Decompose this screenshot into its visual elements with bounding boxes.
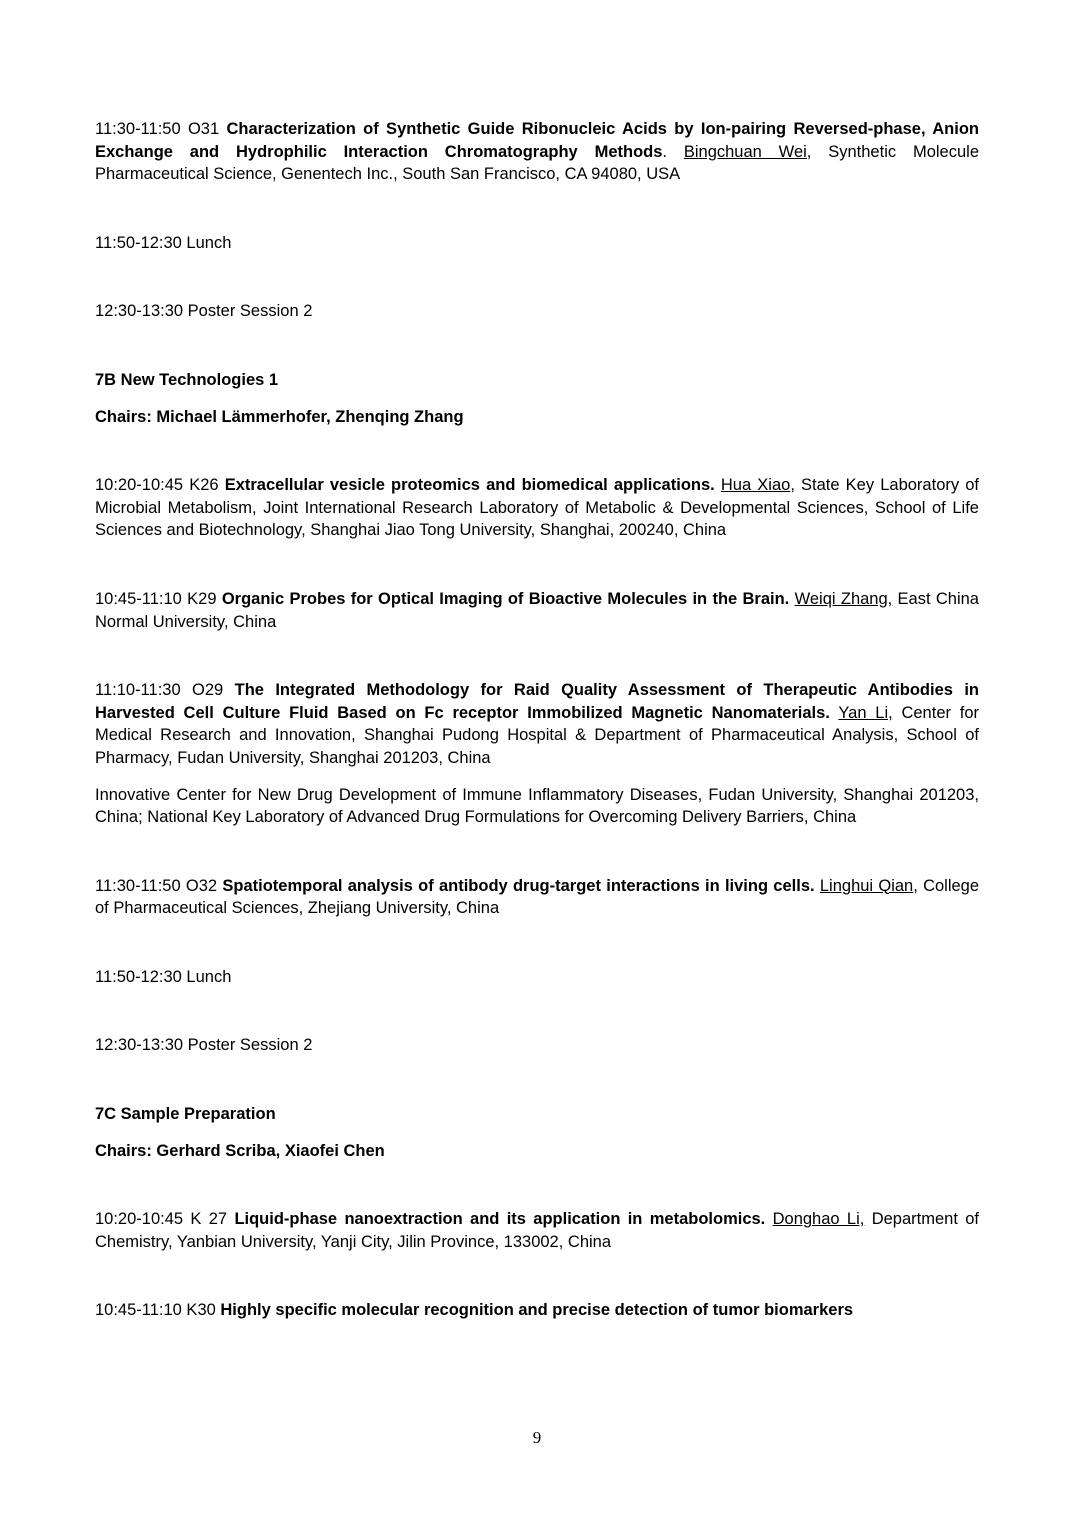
lunch-line-2: 11:50-12:30 Lunch <box>95 967 232 986</box>
spacer <box>95 1057 979 1103</box>
abstract-entry-o32 <box>95 875 979 920</box>
entry-title: Spatiotemporal analysis of antibody drug-target interactions in living cells. <box>222 876 815 895</box>
entry-affiliation: Department of Chemistry, Yanbian University, Yanji City, Jilin Province, 133002, China <box>95 1210 979 1251</box>
entry-speaker: Weiqi Zhang, <box>794 589 893 608</box>
abstract-entry-k30 <box>95 1299 979 1322</box>
abstract-entry-k29 <box>95 588 979 633</box>
entry-title-punct: . <box>662 142 684 161</box>
session-chairs-7c: Chairs: Gerhard Scriba, Xiaofei Chen <box>95 1141 385 1160</box>
spacer <box>95 186 979 232</box>
entry-title: Liquid-phase nanoextraction and its application in metabolomics. <box>234 1210 766 1229</box>
entry-speaker: Yan Li, <box>838 703 893 722</box>
session-chairs-7b: Chairs: Michael Lämmerhofer, Zhenqing Zhang <box>95 407 464 426</box>
abstract-entry-k27 <box>95 1208 979 1253</box>
entry-title: The Integrated Methodology for Raid Quality Assessment of Therapeutic Antibodies in Harvested Cell Culture Fluid Based on Fc receptor Immobilized Magnetic Nanomaterials. <box>95 681 979 722</box>
spacer <box>95 1162 979 1208</box>
entry-title-punct <box>765 1210 772 1228</box>
entry-speaker: Linghui Qian <box>819 876 914 895</box>
page-number: 9 <box>532 1428 542 1447</box>
abstract-entry-o31 <box>95 118 979 186</box>
entry-time-code: 10:20-10:45 K 27 <box>95 1210 235 1229</box>
lunch-line-1: 11:50-12:30 Lunch <box>95 233 232 252</box>
abstract-entry-k26 <box>95 474 979 542</box>
spacer <box>95 1253 979 1299</box>
session-title-7c: 7C Sample Preparation <box>95 1105 276 1124</box>
entry-time-code: 11:10-11:30 O29 <box>95 681 235 700</box>
spacer <box>95 633 979 679</box>
entry-time-code: 10:45-11:10 K29 <box>95 589 222 608</box>
entry-title: Organic Probes for Optical Imaging of Bioactive Molecules in the Brain. <box>221 589 790 608</box>
poster-session-line-1: 12:30-13:30 Poster Session 2 <box>95 302 313 321</box>
entry-time-code: 11:30-11:50 O31 <box>95 120 227 138</box>
entry-speaker: Hua Xiao <box>720 476 791 495</box>
spacer <box>95 254 979 300</box>
spacer <box>95 770 979 784</box>
spacer <box>95 1126 979 1140</box>
spacer <box>95 829 979 875</box>
entry-affiliation: , State Key Laboratory of Microbial Metabolism, Joint International Research Laboratory of Metabolic & Developmental Sciences, School of Life Sciences and Biotechnology, Shanghai Jiao Tong University, Shanghai, 200240, China <box>95 476 979 540</box>
entry-affiliation: East China Normal University, China <box>95 589 979 631</box>
entry-affiliation: Synthetic Molecule Pharmaceutical Science, Genentech Inc., South San Francisco, CA 94080, USA <box>95 142 979 184</box>
entry-affiliation: Center for Medical Research and Innovation, Shanghai Pudong Hospital & Department of Pharmaceutical Analysis, School of Pharmacy, Fudan University, Shanghai 201203, China <box>95 703 979 767</box>
spacer <box>95 920 979 966</box>
entry-title: Extracellular vesicle proteomics and biomedical applications. <box>224 476 715 495</box>
poster-session-line-2: 12:30-13:30 Poster Session 2 <box>95 1036 313 1055</box>
spacer <box>95 428 979 474</box>
abstract-entry-o29-affiliation-2: Innovative Center for New Drug Development of Immune Inflammatory Diseases, Fudan University, Shanghai 201203, China; National Key Laboratory of Advanced Drug Formulations for Overcoming Delivery Barriers, China <box>95 785 979 827</box>
entry-title: Highly specific molecular recognition and precise detection of tumor biomarkers <box>220 1301 854 1320</box>
abstract-entry-o29 <box>95 679 979 769</box>
entry-time-code: 10:45-11:10 K30 <box>95 1301 221 1320</box>
entry-time-code: 10:20-10:45 K26 <box>95 476 225 495</box>
spacer <box>95 988 979 1034</box>
entry-affiliation: , College of Pharmaceutical Sciences, Zhejiang University, China <box>95 876 980 918</box>
entry-time-code: 11:30-11:50 O32 <box>95 876 223 895</box>
spacer <box>95 323 979 369</box>
spacer <box>95 392 979 406</box>
spacer <box>95 542 979 588</box>
entry-speaker: Donghao Li, <box>772 1210 865 1229</box>
entry-speaker: Bingchuan Wei, <box>683 142 812 161</box>
entry-title: Characterization of Synthetic Guide Ribonucleic Acids by Ion-pairing Reversed-phase, Anion Exchange and Hydrophilic Interaction Chromatography Methods <box>95 120 980 161</box>
session-title-7b: 7B New Technologies 1 <box>95 370 279 389</box>
